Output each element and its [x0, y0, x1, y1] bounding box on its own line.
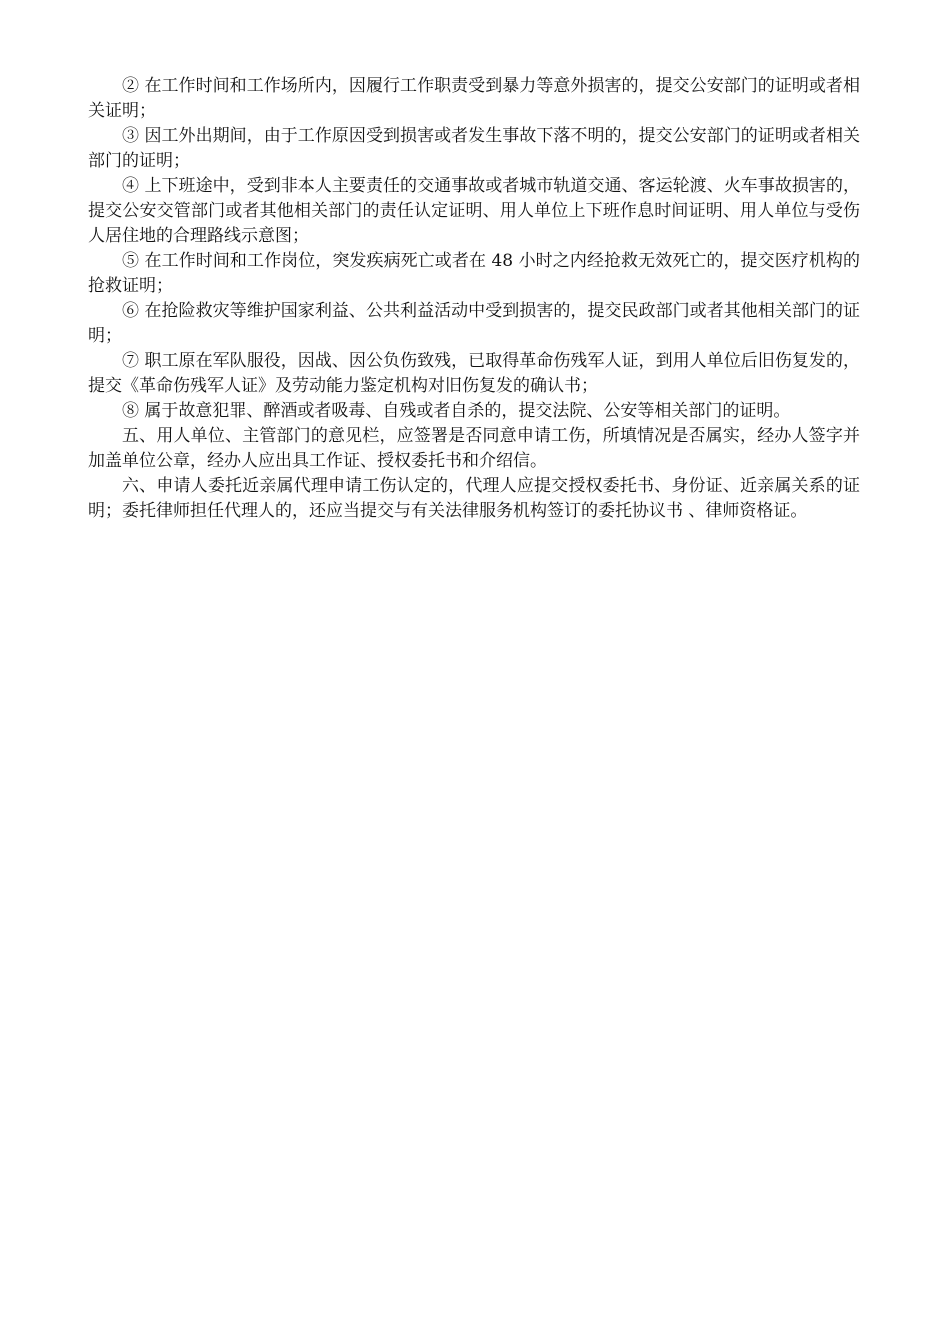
paragraph-item-6: ⑥ 在抢险救灾等维护国家利益、公共利益活动中受到损害的，提交民政部门或者其他相关部门的证明； [88, 301, 860, 346]
paragraph-item-7: ⑦ 职工原在军队服役，因战、因公负伤致残，已取得革命伤残军人证，到用人单位后旧伤复发的，提交《革命伤残军人证》及劳动能力鉴定机构对旧伤复发的确认书； [88, 351, 860, 396]
document-body [88, 74, 860, 524]
paragraph-item-8: ⑧ 属于故意犯罪、醉酒或者吸毒、自残或者自杀的，提交法院、公安等相关部门的证明。 [122, 401, 791, 421]
paragraph-item-2: ② 在工作时间和工作场所内，因履行工作职责受到暴力等意外损害的，提交公安部门的证明或者相关证明； [88, 76, 860, 121]
paragraph-section-5: 五、用人单位、主管部门的意见栏，应签署是否同意申请工伤，所填情况是否属实，经办人签字并加盖单位公章，经办人应出具工作证、授权委托书和介绍信。 [88, 426, 860, 471]
paragraph-item-4: ④ 上下班途中，受到非本人主要责任的交通事故或者城市轨道交通、客运轮渡、火车事故损害的，提交公安交管部门或者其他相关部门的责任认定证明、用人单位上下班作息时间证明、用人单位与受伤人居住地的合理路线示意图； [88, 176, 860, 246]
paragraph-section-6: 六、申请人委托近亲属代理申请工伤认定的，代理人应提交授权委托书、身份证、近亲属关系的证明；委托律师担任代理人的，还应当提交与有关法律服务机构签订的委托协议书 、律师资格证。 [88, 476, 860, 521]
paragraph-item-3: ③ 因工外出期间，由于工作原因受到损害或者发生事故下落不明的，提交公安部门的证明或者相关部门的证明； [88, 126, 860, 171]
paragraph-item-5: ⑤ 在工作时间和工作岗位，突发疾病死亡或者在 48 小时之内经抢救无效死亡的，提交医疗机构的抢救证明； [88, 251, 860, 296]
